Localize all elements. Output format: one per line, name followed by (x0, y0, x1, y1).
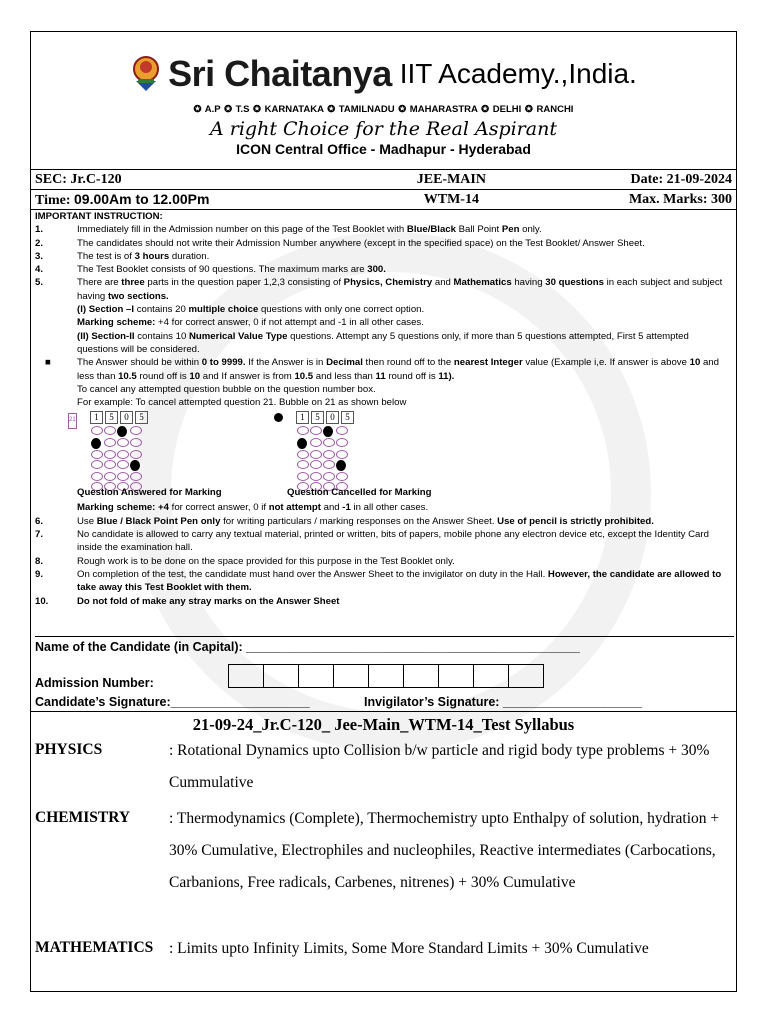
exam-info-table (31, 169, 736, 210)
admission-number-label: Admission Number: (35, 676, 154, 690)
omr-example-answered: 21 1 5 0 5 (79, 411, 148, 491)
office-address: ICON Central Office - Madhapur - Hyderabad (236, 141, 531, 157)
instruction-item: 7. No candidate is allowed to carry any textual material, printed or written, bits of papers, mobile phone any electron device etc, except the Identity Card inside the examination hall. (35, 529, 709, 554)
mathematics-label: MATHEMATICS (35, 939, 154, 956)
test-syllabus (31, 715, 736, 957)
exam-name: JEE-MAIN (378, 170, 525, 190)
header (31, 50, 736, 157)
physics-label: PHYSICS (35, 741, 103, 758)
exam-time: Time: 09.00Am to 12.00Pm (31, 190, 378, 210)
instructions-heading: IMPORTANT INSTRUCTION: (35, 211, 163, 222)
physics-syllabus: : Rotational Dynamics upto Collision b/w particle and rigid body type problems + 30% Cummulative (169, 742, 710, 791)
invigilator-signature-field[interactable]: Invigilator’s Signature: ____________________ (364, 695, 642, 709)
brand-name: Sri Chaitanya (168, 53, 392, 94)
admission-number-boxes[interactable] (229, 664, 544, 688)
branch-locations: ✪ A.P ✪ T.S ✪ KARNATAKA ✪ TAMILNADU ✪ MAHARASTRA ✪ DELHI ✪ RANCHI (193, 104, 574, 115)
mathematics-syllabus: : Limits upto Infinity Limits, Some More Standard Limits + 30% Cumulative (169, 940, 649, 957)
cancel-example: For example: To cancel attempted question 21. Bubble on 21 as shown below (77, 397, 407, 409)
instruction-item: 5. There are three parts in the question paper 1,2,3 consisting of Physics, Chemistry and Mathematics having 30 questions in each subject and subject having two sections. (35, 277, 723, 302)
section-code: SEC: Jr.C-120 (31, 170, 378, 190)
instruction-item: 3. The test is of 3 hours duration. (35, 250, 210, 262)
instruction-item: 9. On completion of the test, the candidate must hand over the Answer Sheet to the invigilator on duty in the Hall. However, the candidate are allowed to take away this Test Booklet with them. (35, 568, 722, 594)
marking-scheme-1: Marking scheme: +4 for correct answer, 0 if not attempt and -1 in all other cases. (77, 317, 424, 329)
candidate-signature-field[interactable]: Candidate’s Signature:____________________ (35, 695, 310, 709)
section-1-info: (I) Section –I contains 20 multiple choice questions with only one correct option. (77, 304, 425, 316)
bubble-grid (91, 426, 148, 491)
instruction-item: 1. Immediately fill in the Admission number on this page of the Test Booklet with Blue/Black Ball Point Pen only. (35, 224, 542, 236)
instruction-item: 8. Rough work is to be done on the space provided for this purpose in the Test Booklet only. (35, 555, 455, 567)
tagline: A right Choice for the Real Aspirant (210, 118, 557, 140)
bubble-grid (297, 426, 354, 491)
caption-answered: Question Answered for Marking (77, 487, 222, 499)
exam-date: Date: 21-09-2024 (525, 170, 736, 190)
institution-logo-icon (130, 55, 162, 93)
cancel-instruction: To cancel any attempted question bubble on the question number box. (77, 383, 376, 395)
candidate-name-field[interactable]: Name of the Candidate (in Capital): ________________________________________________ (35, 636, 734, 654)
test-code: WTM-14 (378, 190, 525, 210)
section-2-info: (II) Section-II contains 10 Numerical Value Type questions. Attempt any 5 questions only, if more than 5 questions attempted, First 5 attempted questions will be considered. (77, 330, 689, 355)
brand-tail: IIT Academy.,India. (399, 58, 637, 89)
instruction-item: 2. The candidates should not write their Admission Number anywhere (except in the specified space) on the Test Booklet/ Answer Sheet. (35, 237, 645, 249)
rounding-rule: ■ The Answer should be within 0 to 9999. If the Answer is in Decimal then round off to the nearest Integer value (Example i,e. If answer is above 10 and less than 10.5 round off is 10 and If answer is from 10.5 and less than 11 round off is 11). (45, 357, 719, 382)
omr-examples (35, 409, 732, 499)
divider (31, 711, 736, 712)
test-booklet-cover (30, 31, 737, 992)
caption-cancelled: Question Cancelled for Marking (287, 487, 432, 499)
instruction-item: 4. The Test Booklet consists of 90 questions. The maximum marks are 300. (35, 264, 386, 276)
instructions (35, 210, 732, 608)
max-marks: Max. Marks: 300 (525, 190, 736, 210)
omr-example-cancelled: 1 5 0 5 (285, 411, 354, 491)
instruction-item: 6. Use Blue / Black Point Pen only for writing particulars / marking responses on the Answer Sheet. Use of pencil is strictly prohibited. (35, 515, 654, 527)
instruction-item: 10. Do not fold of make any stray marks on the Answer Sheet (35, 595, 340, 607)
marking-scheme-2: Marking scheme: +4 for correct answer, 0 if not attempt and -1 in all other cases. (77, 502, 429, 514)
chemistry-syllabus: : Thermodynamics (Complete), Thermochemistry upto Enthalpy of solution, hydration + 30% Cumulative, Electrophiles and nucleophiles, Reactive intermediates (Carbocations, Carbanions, Free radicals, Carbenes, nitrenes) + 30% Cumulative (169, 810, 720, 891)
chemistry-label: CHEMISTRY (35, 809, 131, 826)
brand-row (31, 50, 736, 98)
syllabus-title: 21-09-24_Jr.C-120_ Jee-Main_WTM-14_Test Syllabus (192, 715, 575, 734)
